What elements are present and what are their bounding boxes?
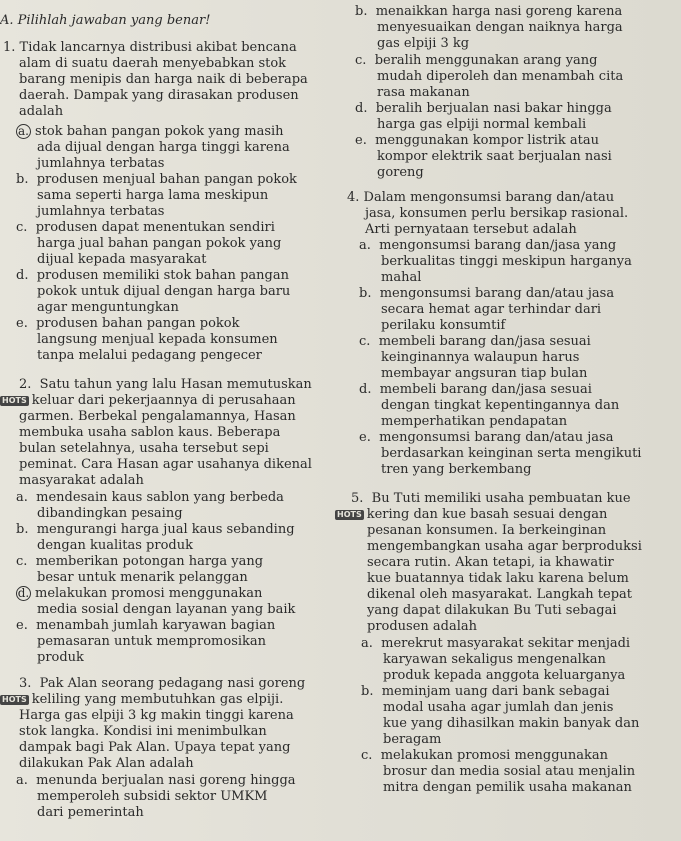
q5-line-6: dikenal oleh masyarakat. Langkah tepat [367,587,632,602]
q3-line-1: HOTS keliling yang membutuhkan gas elpiji. [2,692,284,707]
q1-option-e-line-2: langsung menjual kepada konsumen [37,332,278,347]
q1-option-b-line-2: sama seperti harga lama meskipun [37,188,269,203]
q3-option-a-line-3: dari pemerintah [37,805,144,820]
hots-badge: HOTS [2,695,27,704]
q3-option-b-line-2: menyesuaikan dengan naiknya harga [377,20,623,35]
q3-option-e-line-2: kompor elektrik saat berjualan nasi [377,149,612,164]
q3-line-0: 3. Pak Alan seorang pedagang nasi goreng [19,676,306,691]
q4-option-b[interactable]: b. mengonsumsi barang dan/atau jasa [359,286,615,301]
q5-option-a-line-2: karyawan sekaligus mengenalkan [383,652,606,667]
q2-option-d[interactable]: d. melakukan promosi menggunakan [17,586,263,601]
q4-option-a[interactable]: a. mengonsumsi barang dan/jasa yang [359,238,617,253]
q1-option-a-line-3: jumlahnya terbatas [37,156,165,171]
q5-line-5: kue buatannya tidak laku karena belum [367,571,629,586]
q2-line-3: membuka usaha sablon kaus. Beberapa [19,425,281,440]
q3-option-a-line-2: memperoleh subsidi sektor UMKM [37,789,268,804]
q1-option-d-line-3: agar menguntungkan [37,300,179,315]
q3-line-2: Harga gas elpiji 3 kg makin tinggi karena [19,708,294,723]
q5-line-0: 5. Bu Tuti memiliki usaha pembuatan kue [351,491,631,506]
selected-answer-circle: d. [17,586,30,600]
q5-line-7: yang dapat dilakukan Bu Tuti sebagai [367,603,617,618]
q1-option-c[interactable]: c. produsen dapat menentukan sendiri [16,220,275,235]
instruction-heading [0,13,210,28]
q1-line-1: alam di suatu daerah menyebabkan stok [19,56,287,71]
q5-option-b[interactable]: b. meminjam uang dari bank sebagai [361,684,610,699]
q2-line-4: bulan setelahnya, usaha tersebut sepi [19,441,269,456]
q4-option-d-line-3: memperhatikan pendapatan [381,414,568,429]
q2-option-e-line-2: pemasaran untuk mempromosikan [37,634,267,649]
q3-option-d-line-2: harga gas elpiji normal kembali [377,117,587,132]
q3-line-3: stok langka. Kondisi ini menimbulkan [19,724,267,739]
q5-option-a[interactable]: a. merekrut masyarakat sekitar menjadi [361,636,631,651]
q5-line-3: mengembangkan usaha agar berproduksi [367,539,642,554]
q4-option-c-line-3: membayar angsuran tiap bulan [381,366,588,381]
hots-badge: HOTS [337,510,362,519]
q2-option-e[interactable]: e. menambah jumlah karyawan bagian [16,618,276,633]
q2-option-a[interactable]: a. mendesain kaus sablon yang berbeda [16,490,284,505]
q3-option-a[interactable]: a. menunda berjualan nasi goreng hingga [16,773,296,788]
q1-option-e[interactable]: e. produsen bahan pangan pokok [16,316,240,331]
q1-option-c-line-3: dijual kepada masyarakat [37,252,207,267]
q3-option-d[interactable]: d. beralih berjualan nasi bakar hingga [355,101,612,116]
q4-line-0: 4. Dalam mengonsumsi barang dan/atau [347,190,615,205]
q3-option-c[interactable]: c. beralih menggunakan arang yang [355,53,598,68]
q2-option-c[interactable]: c. memberikan potongan harga yang [16,554,264,569]
q1-option-d[interactable]: d. produsen memiliki stok bahan pangan [16,268,289,283]
q3-number: 3. [19,676,32,691]
hots-badge: HOTS [2,396,27,405]
q4-option-c-line-2: keinginannya walaupun harus [381,350,580,365]
q2-number: 2. [19,377,32,392]
q2-option-d-line-2: media sosial dengan layanan yang baik [37,602,296,617]
section-letter: A. [0,13,14,28]
q4-option-e[interactable]: e. mengonsumsi barang dan/atau jasa [359,430,614,445]
q5-option-c[interactable]: c. melakukan promosi menggunakan [361,748,609,763]
q4-line-2: Arti pernyataan tersebut adalah [365,222,577,237]
q3-option-e[interactable]: e. menggunakan kompor listrik atau [355,133,599,148]
q3-option-b-line-3: gas elpiji 3 kg [377,36,470,51]
q2-option-b[interactable]: b. mengurangi harga jual kaus sebanding [16,522,295,537]
q2-line-2: garmen. Berbekal pengalamannya, Hasan [19,409,296,424]
q2-line-0: 2. Satu tahun yang lalu Hasan memutuskan [19,377,312,392]
q1-option-b-line-3: jumlahnya terbatas [37,204,165,219]
q2-line-5: peminat. Cara Hasan agar usahanya dikenal [19,457,312,472]
q2-option-b-line-2: dengan kualitas produk [37,538,193,553]
q1-line-4: adalah [19,104,64,119]
q4-option-a-line-2: berkualitas tinggi meskipun harganya [381,254,632,269]
q1-option-e-line-3: tanpa melalui pedagang pengecer [37,348,262,363]
q5-line-1: HOTS kering dan kue basah sesuai dengan [337,507,608,522]
q4-option-d-line-2: dengan tingkat kepentingannya dan [381,398,620,413]
q5-line-2: pesanan konsumen. Ia berkeinginan [367,523,607,538]
q5-option-c-line-3: mitra dengan pemilik usaha makanan [383,780,632,795]
q4-option-b-line-3: perilaku konsumtif [381,318,506,333]
q3-option-c-line-3: rasa makanan [377,85,470,100]
q5-line-4: secara rutin. Akan tetapi, ia khawatir [367,555,614,570]
q2-option-a-line-2: dibandingkan pesaing [37,506,183,521]
q1-option-c-line-2: harga jual bahan pangan pokok yang [37,236,282,251]
q5-option-b-line-4: beragam [383,732,442,747]
q4-option-e-line-2: berdasarkan keinginan serta mengikuti [381,446,642,461]
q1-line-3: daerah. Dampak yang dirasakan produsen [19,88,299,103]
q1-option-b[interactable]: b. produsen menjual bahan pangan pokok [16,172,297,187]
q5-option-a-line-3: produk kepada anggota keluarganya [383,668,626,683]
q1-option-a[interactable]: a. stok bahan pangan pokok yang masih [16,124,284,139]
q3-option-c-line-2: mudah diperoleh dan menambah cita [377,69,624,84]
q4-option-e-line-3: tren yang berkembang [381,462,532,477]
q3-option-e-line-3: goreng [377,165,424,180]
q5-option-b-line-3: kue yang dihasilkan makin banyak dan [383,716,640,731]
q5-option-b-line-2: modal usaha agar jumlah dan jenis [383,700,614,715]
q5-number: 5. [351,491,364,506]
selected-answer-circle: a. [16,124,31,139]
q1-option-a-line-2: ada dijual dengan harga tinggi karena [37,140,290,155]
q2-line-6: masyarakat adalah [19,473,144,488]
q1-line-2: barang menipis dan harga naik di beberapa [19,72,308,87]
q3-line-5: dilakukan Pak Alan adalah [19,756,194,771]
q4-number: 4. [347,190,360,205]
q4-option-a-line-3: mahal [381,270,422,285]
q3-option-b[interactable]: b. menaikkan harga nasi goreng karena [355,4,623,19]
q4-option-c[interactable]: c. membeli barang dan/jasa sesuai [359,334,591,349]
q5-line-8: produsen adalah [367,619,478,634]
q5-option-c-line-2: brosur dan media sosial atau menjalin [383,764,636,779]
q3-line-4: dampak bagi Pak Alan. Upaya tepat yang [19,740,291,755]
q2-option-c-line-2: besar untuk menarik pelanggan [37,570,248,585]
q1-line-0: 1. Tidak lancarnya distribusi akibat bencana [3,40,297,55]
q2-option-e-line-3: produk [37,650,84,665]
q1-option-d-line-2: pokok untuk dijual dengan harga baru [37,284,291,299]
q1-number: 1. [3,40,16,55]
q4-line-1: jasa, konsumen perlu bersikap rasional. [365,206,629,221]
q4-option-b-line-2: secara hemat agar terhindar dari [381,302,602,317]
q4-option-d[interactable]: d. membeli barang dan/jasa sesuai [359,382,592,397]
instruction-text: Pilihlah jawaban yang benar! [17,13,211,28]
q2-line-1: HOTS keluar dari pekerjaannya di perusahaan [2,393,296,408]
